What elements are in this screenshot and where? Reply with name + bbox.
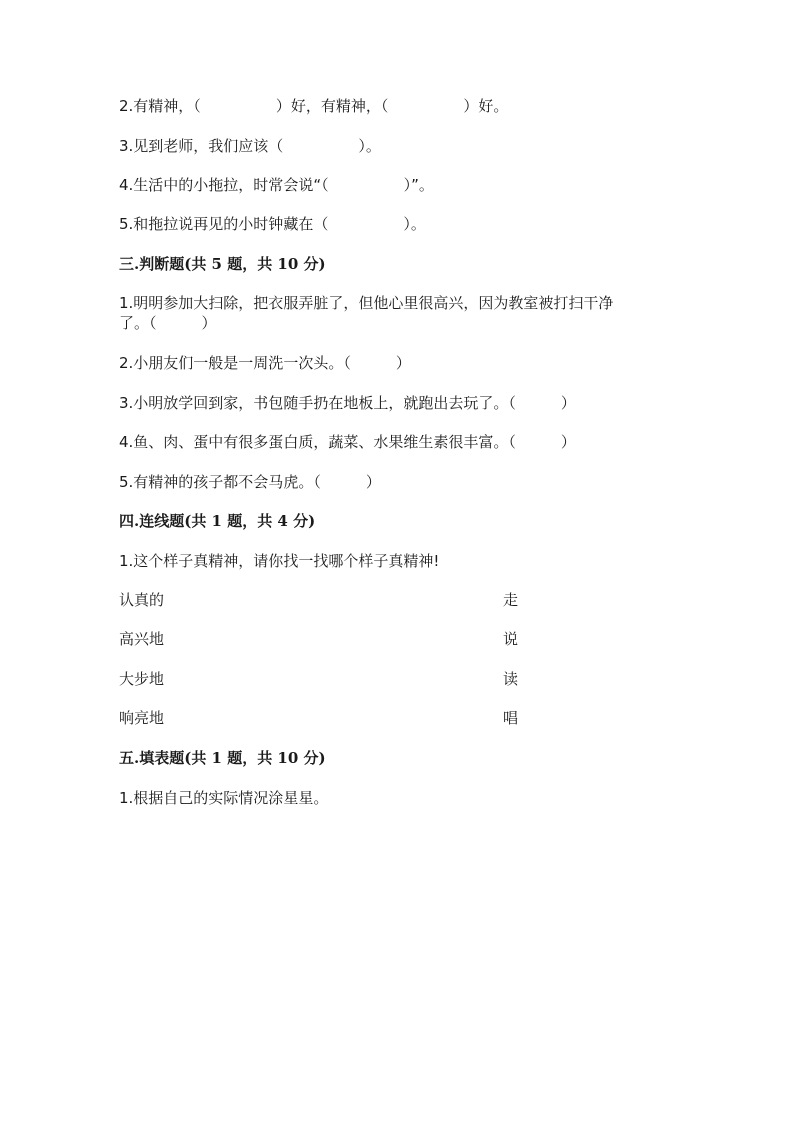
judge-question-1-line1: 1.明明参加大扫除，把衣服弄脏了，但他心里很高兴，因为教室被打扫干净 [119, 294, 614, 312]
judge-question-3: 3.小明放学回到家，书包随手扔在地板上，就跑出去玩了。（ ） [119, 394, 576, 412]
section-heading-judgement: 三.判断题(共 5 题，共 10 分) [119, 255, 326, 273]
matching-left-item: 高兴地 [119, 630, 165, 648]
table-question-1: 1.根据自己的实际情况涂星星。 [119, 789, 329, 807]
matching-left-item: 认真的 [119, 591, 165, 609]
matching-left-item: 大步地 [119, 670, 165, 688]
matching-right-item: 说 [503, 630, 519, 648]
fill-question-3: 3.见到老师，我们应该（ ）。 [119, 137, 381, 155]
judge-question-4: 4.鱼、肉、蛋中有很多蛋白质，蔬菜、水果维生素很丰富。（ ） [119, 433, 576, 451]
fill-question-5: 5.和拖拉说再见的小时钟藏在（ ）。 [119, 215, 426, 233]
matching-left-item: 响亮地 [119, 709, 165, 727]
judge-question-1-line2: 了。（ ） [119, 314, 217, 332]
matching-right-item: 走 [503, 591, 519, 609]
judge-question-5: 5.有精神的孩子都不会马虎。（ ） [119, 473, 381, 491]
judge-question-2: 2.小朋友们一般是一周洗一次头。（ ） [119, 354, 411, 372]
matching-right-item: 读 [503, 670, 519, 688]
matching-question-1: 1.这个样子真精神，请你找一找哪个样子真精神! [119, 552, 440, 570]
fill-question-2: 2.有精神，（ ）好，有精神，（ ）好。 [119, 97, 509, 115]
fill-question-4: 4.生活中的小拖拉，时常会说“（ ）”。 [119, 176, 434, 194]
matching-right-item: 唱 [503, 709, 519, 727]
section-heading-matching: 四.连线题(共 1 题，共 4 分) [119, 512, 316, 530]
section-heading-table: 五.填表题(共 1 题，共 10 分) [119, 749, 326, 767]
